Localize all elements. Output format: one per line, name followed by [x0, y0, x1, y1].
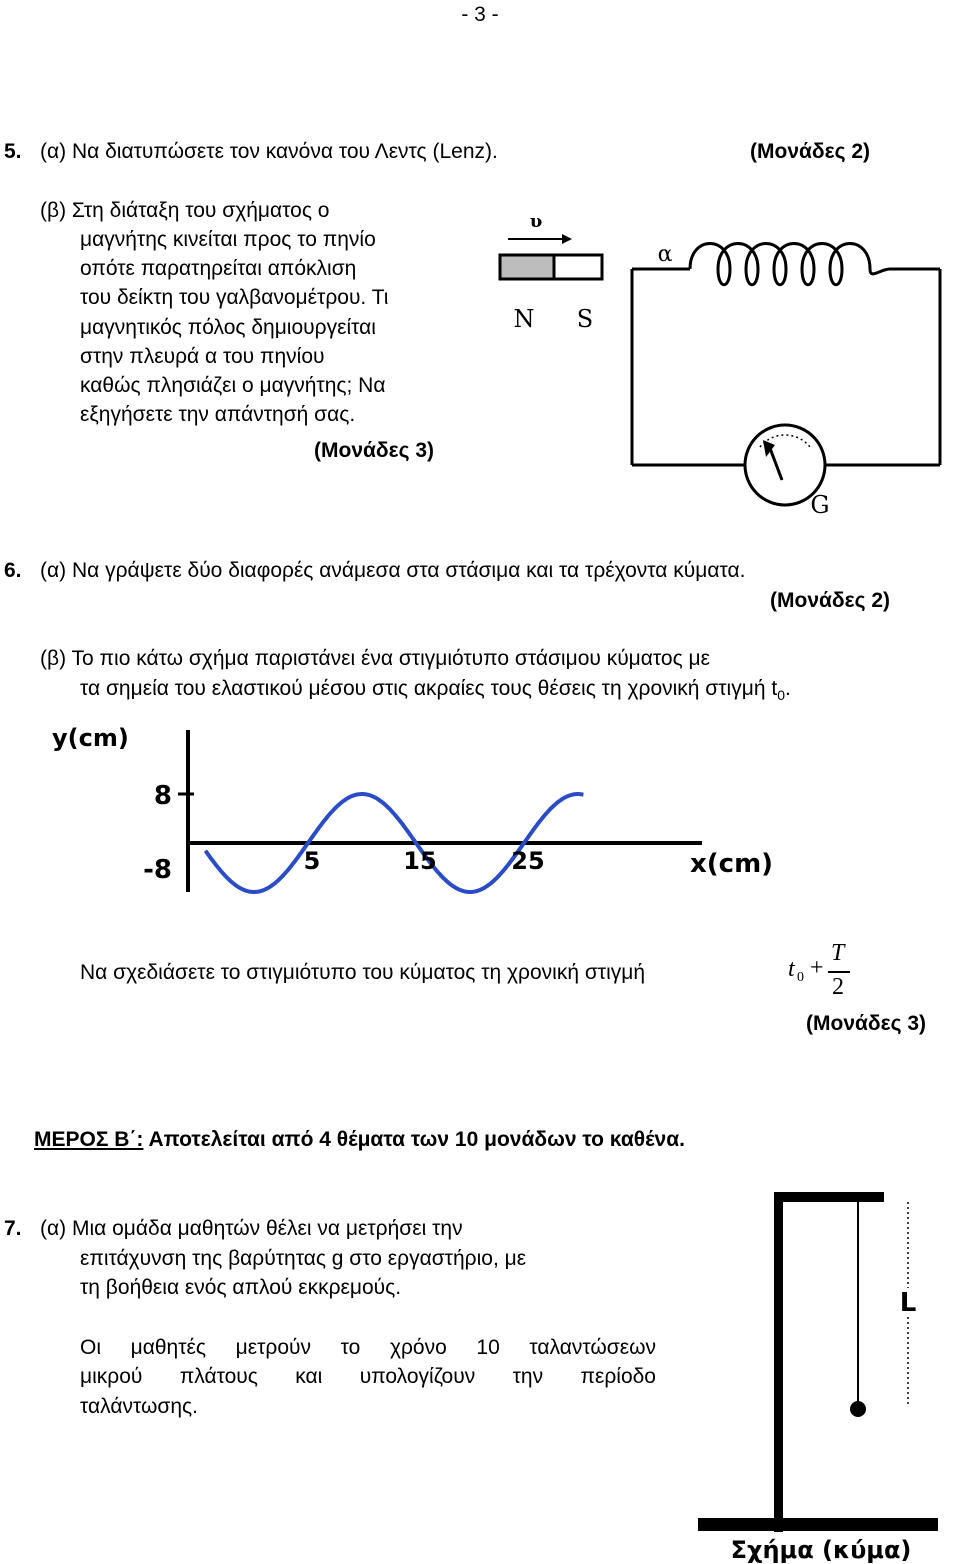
coil-side-label: α [657, 242, 673, 267]
formula-denominator: 2 [832, 974, 844, 1000]
pendulum-figure [686, 1178, 956, 1564]
q6-draw-text: Να σχεδιάσετε το στιγμιότυπο του κύματος τη χρονική στιγμή [80, 961, 646, 984]
q6-draw-points: (Μονάδες 3) [806, 1012, 927, 1035]
formula-subscript: 0 [797, 970, 804, 985]
q7-a-line-1: (α) Μια ομάδα μαθητών θέλει να μετρήσει την [40, 1217, 463, 1240]
coil-circuit-figure [490, 195, 950, 535]
part-b-heading [34, 1125, 685, 1154]
x-tick-label-15: 15 [403, 847, 437, 875]
q7-a-line-3: τη βοήθεια ενός απλού εκκρεμούς. [80, 1276, 402, 1299]
y-axis-label: y(cm) [52, 724, 129, 752]
pole-n-label: N [513, 305, 535, 333]
q5-b-line-6: στην πλευρά α του πηνίου [80, 345, 325, 368]
formula-fraction-bar [828, 971, 850, 973]
stand-base [698, 1518, 938, 1531]
x-tick-label-5: 5 [303, 847, 321, 875]
q5-a-text: (α) Να διατυπώσετε τον κανόνα του Λεντς (Lenz). [40, 140, 498, 163]
part-b-title: ΜΕΡΟΣ Β΄: [34, 1128, 144, 1151]
galvanometer-label: G [810, 491, 830, 519]
q5-b-points: (Μονάδες 3) [314, 439, 435, 462]
q5-b-line-2: μαγνήτης κινείται προς το πηνίο [80, 228, 376, 251]
bar-magnet [500, 255, 602, 279]
q7-p2-line-3: ταλάντωσης. [80, 1395, 198, 1418]
stand-pole [774, 1192, 783, 1532]
pendulum-bob [850, 1401, 866, 1417]
formula-plus: + [810, 955, 824, 981]
q6-b-line-2-end: . [784, 677, 791, 700]
q5-b-line-3: οπότε παρατηρείται απόκλιση [80, 257, 357, 280]
q5-b-line-8: εξηγήσετε την απάντησή σας. [80, 403, 356, 426]
velocity-label: υ [529, 211, 543, 232]
formula-numerator: T [831, 940, 845, 966]
page-number: - 3 - [461, 3, 499, 26]
q5-b-line-1: (β) Στη διάταξη του σχήματος ο [40, 199, 330, 222]
coil [690, 244, 890, 285]
q7-number: 7. [4, 1217, 22, 1240]
q6-a-points: (Μονάδες 2) [770, 589, 891, 612]
q5-number: 5. [4, 140, 22, 163]
q6-number: 6. [4, 559, 22, 582]
stand-top-bar [774, 1192, 884, 1202]
y-max-label: 8 [153, 781, 172, 811]
velocity-arrow [508, 234, 572, 244]
q6-b-line-2-text: τα σημεία του ελαστικού μέσου στις ακραίες τους θέσεις τη χρονική στιγμή t [80, 677, 778, 700]
formula-t: t [788, 956, 795, 982]
part-b-text: Αποτελείται από 4 θέματα των 10 μονάδων το καθένα. [148, 1128, 685, 1151]
x-axis-label: x(cm) [690, 849, 774, 879]
standing-wave-figure [42, 712, 832, 912]
q6-b-line-2 [80, 674, 791, 710]
q6-a-text: (α) Να γράψετε δύο διαφορές ανάμεσα στα στάσιμα και τα τρέχοντα κύματα. [40, 559, 746, 582]
q7-a-line-2: επιτάχυνση της βαρύτητας g στο εργαστήριο, με [80, 1247, 527, 1270]
length-label: L [899, 1288, 917, 1318]
q5-b-line-5: μαγνητικός πόλος δημιουργείται [80, 316, 376, 339]
x-tick-label-25: 25 [511, 847, 545, 875]
axes [188, 730, 702, 892]
q6-b-line-1: (β) Το πιο κάτω σχήμα παριστάνει ένα στιγμιότυπο στάσιμου κύματος με [40, 647, 711, 670]
q5-a-points: (Μονάδες 2) [750, 140, 871, 163]
formula-t0-plus-T-over-2 [786, 940, 856, 1006]
q5-b-line-7: καθώς πλησιάζει ο μαγνήτης; Να [80, 374, 386, 397]
q5-b-line-4: του δείκτη του γαλβανομέτρου. Τι [80, 286, 389, 309]
pole-s-label: S [576, 305, 594, 333]
q6-b-line-2-subscript: 0 [777, 687, 785, 704]
q7-p2-line-1: Οι μαθητές μετρούν το χρόνο 10 ταλαντώσεων [80, 1336, 656, 1359]
figure-caption: Σχήμα (κύμα) [730, 1536, 912, 1564]
y-min-label: -8 [143, 855, 172, 885]
q7-p2-line-2: μικρού πλάτους και υπολογίζουν την περίοδο [80, 1365, 656, 1388]
